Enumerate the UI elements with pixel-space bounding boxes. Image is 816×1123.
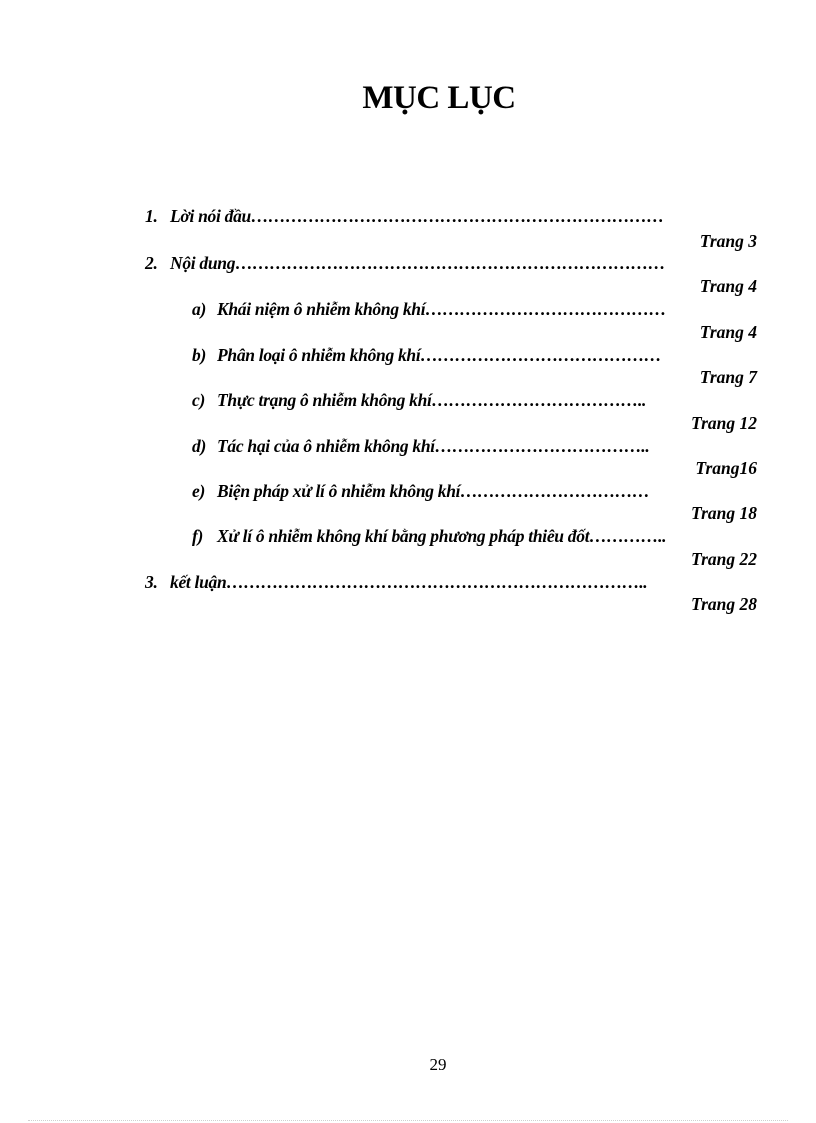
- toc-page-ref: Trang 4: [699, 276, 757, 296]
- toc-entry-title: Phân loại ô nhiễm không khí……………………………………: [217, 345, 662, 365]
- toc-entry: [145, 206, 664, 227]
- toc-page-ref: Trang 4: [699, 322, 757, 342]
- toc-entry-title: Khái niệm ô nhiễm không khí……………………………………: [217, 299, 667, 319]
- toc-entry-title: Xử lí ô nhiễm không khí bằng phương pháp thiêu đốt…………..: [217, 526, 667, 546]
- toc-entry-title: Lời nói đầu………………………………………………………………: [170, 206, 664, 226]
- toc-entry-title: Tác hại của ô nhiễm không khí………………………………..: [217, 436, 650, 456]
- toc-page-ref: Trang 12: [691, 413, 757, 433]
- toc-entry-title: kết luận………………………………………………………………..: [170, 572, 648, 592]
- toc-page-ref: Trang16: [695, 458, 757, 478]
- toc-entry: [192, 390, 646, 411]
- toc-entry-number: c): [192, 390, 205, 410]
- toc-entry-title: Thực trạng ô nhiễm không khí………………………………..: [217, 390, 647, 410]
- toc-page-ref: Trang 22: [691, 549, 757, 569]
- toc-page-ref: Trang 3: [699, 231, 757, 251]
- toc-entry-title: Nội dung…………………………………………………………………: [170, 253, 666, 273]
- toc-entry: [192, 345, 661, 366]
- toc-entry: [192, 526, 666, 547]
- toc-entry-number: d): [192, 436, 206, 456]
- page-number: 29: [429, 1055, 447, 1074]
- toc-entry-number: 3.: [145, 572, 158, 592]
- toc-entry: [192, 436, 649, 457]
- toc-page-ref: Trang 28: [691, 594, 757, 614]
- page-bottom-divider: [28, 1120, 788, 1121]
- toc-entry-title: Biện pháp xử lí ô nhiễm không khí……………………………: [217, 481, 650, 501]
- toc-entry-number: b): [192, 345, 206, 365]
- toc-entry: [192, 481, 649, 502]
- page-title: MỤC LỤC: [362, 80, 516, 116]
- toc-entry: [145, 572, 647, 593]
- toc-entry-number: e): [192, 481, 205, 501]
- toc-entry-number: f): [192, 526, 204, 546]
- toc-page-ref: Trang 18: [691, 503, 757, 523]
- toc-entry-number: 1.: [145, 206, 158, 226]
- toc-entry: [145, 253, 665, 274]
- toc-entry-number: a): [192, 299, 206, 319]
- toc-entry: [192, 299, 666, 320]
- toc-entry-number: 2.: [145, 253, 158, 273]
- toc-page-ref: Trang 7: [699, 367, 757, 387]
